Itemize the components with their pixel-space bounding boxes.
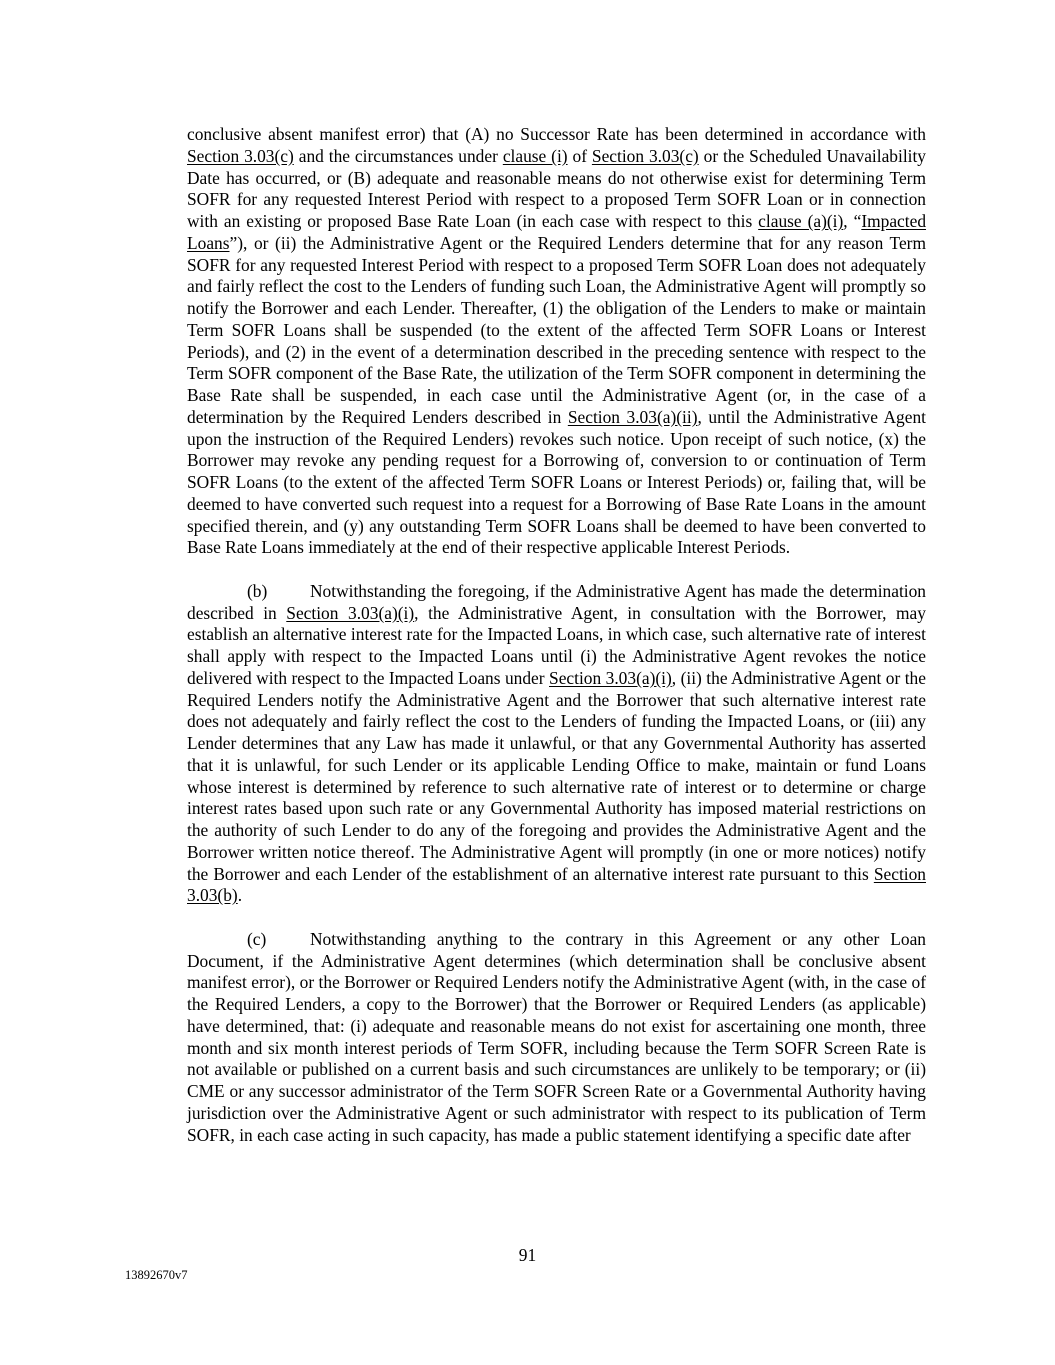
paragraph-a-continued (187, 124, 926, 559)
section-reference: Section 3.03(a)(i) (549, 667, 672, 688)
section-reference: Section 3.03(b) (187, 863, 926, 906)
text-run: conclusive absent manifest error) that (A) no Successor Rate has been determined in accordance with (187, 124, 926, 144)
text-run: ”), or (ii) the Administrative Agent or the Required Lenders determine that for any reason Term SOFR for any requested Interest Period with respect to a proposed Term SOFR Loan does not adequately and fairly reflect the cost to the Lenders of funding such Loan, the Administrative Agent will promptly so notify the Borrower and each Lender. Thereafter, (1) the obligation of the Lenders to make or maintain Term SOFR Loans shall be suspended (to the extent of the affected Term SOFR Loans or Interest Periods), and (2) in the event of a determination described in the preceding sentence with respect to the Term SOFR component of the Base Rate, the utilization of the Term SOFR component in determining the Base Rate shall be suspended, in each case until the Administrative Agent (or, in the case of a determination by the Required Lenders described in (187, 232, 926, 427)
text-run: . (237, 885, 243, 906)
text-run: of (567, 145, 592, 166)
section-reference: Section 3.03(c) (187, 145, 294, 166)
page-number: 91 (518, 1245, 537, 1265)
paragraph-c (187, 929, 926, 1147)
paragraph-label-b: (b) (247, 580, 268, 601)
text-run: , (ii) the Administrative Agent or the Required Lenders notify the Administrative Agent and the Borrower that such alternative interest rate does not adequately and fairly reflect the cost to the Lenders of funding the Impacted Loans, or (iii) any Lender determines that any Law has made it unlawful, or that any Governmental Authority has asserted that it is unlawful, for such Lender or its applicable Lending Office to make, maintain or fund Loans whose interest is determined by reference to such alternative rate of interest or to determine or charge interest rates based upon such rate or any Governmental Authority has imposed material restrictions on the authority of such Lender to do any of the foregoing and provides the Administrative Agent and the Borrower written notice thereof. The Administrative Agent will promptly (in one or more notices) notify the Borrower and each Lender of the establishment of an alternative interest rate pursuant to this (187, 667, 926, 884)
section-reference: Section 3.03(a)(ii) (567, 406, 698, 427)
text-run: , “ (843, 211, 862, 231)
paragraph-label-c: (c) (247, 928, 267, 949)
clause-reference: clause (i) (502, 145, 568, 166)
defined-term: Impacted Loans (187, 211, 927, 253)
section-reference: Section 3.03(c) (591, 145, 699, 166)
section-reference: Section 3.03(a)(i) (286, 602, 415, 623)
text-run: and the circumstances under (293, 145, 503, 166)
paragraph-b (187, 581, 926, 907)
body-text (187, 124, 926, 1146)
text-run: Notwithstanding the foregoing, if the Administrative Agent has made the determination described in (187, 580, 926, 623)
text-run: or the Scheduled Unavailability Date has occurred, or (B) adequate and reasonable means do not otherwise exist for determining Term SOFR for any requested Interest Period with respect to a proposed Term SOFR Loan or in connection with an existing or proposed Base Rate Loan (in each case with respect to this (187, 145, 927, 231)
document-id: 13892670v7 (125, 1268, 188, 1282)
text-run: , the Administrative Agent, in consultation with the Borrower, may establish an alternative interest rate for the Impacted Loans, in which case, such alternative rate of interest shall apply with respect to the Impacted Loans until (i) the Administrative Agent revokes the notice delivered with respect to the Impacted Loans under (187, 602, 926, 688)
clause-reference: clause (a)(i) (758, 211, 844, 231)
text-run: , until the Administrative Agent upon the instruction of the Required Lenders) revokes such notice. Upon receipt of such notice, (x) the Borrower may revoke any pending request for a Borrowing of, conversion to or continuation of Term SOFR Loans (to the extent of the affected Term SOFR Loans or Interest Periods) or, failing that, will be deemed to have converted such request into a request for a Borrowing of Base Rate Loans in the amount specified therein, and (y) any outstanding Term SOFR Loans shall be deemed to have been converted to Base Rate Loans immediately at the end of their respective applicable Interest Periods. (187, 406, 926, 558)
text-run: Notwithstanding anything to the contrary in this Agreement or any other Loan Document, if the Administrative Agent determines (which determination shall be conclusive absent manifest error), or the Borrower or Required Lenders notify the Administrative Agent (with, in the case of the Required Lenders, a copy to the Borrower) that the Borrower or Required Lenders (as applicable) have determined, that: (i) adequate and reasonable means do not exist for ascertaining one month, three month and six month interest periods of Term SOFR, including because the Term SOFR Screen Rate is not available or published on a current basis and such circumstances are unlikely to be temporary; or (ii) CME or any successor administrator of the Term SOFR Screen Rate or a Governmental Authority having jurisdiction over the Administrative Agent or such administrator with respect to its publication of Term SOFR, in each case acting in such capacity, has made a public statement identifying a specific date after (187, 928, 926, 1145)
